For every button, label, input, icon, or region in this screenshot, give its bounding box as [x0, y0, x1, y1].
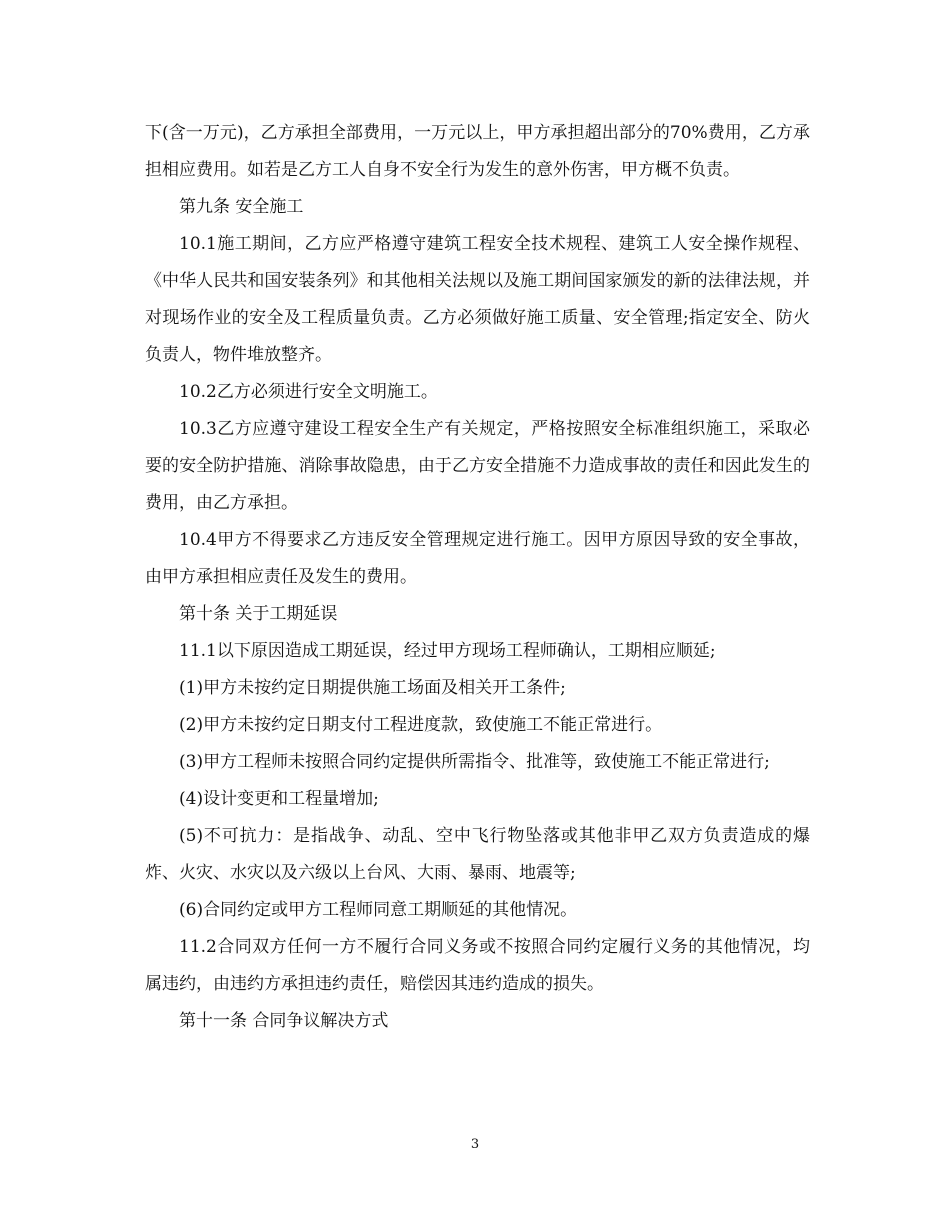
- list-item-1: (1)甲方未按约定日期提供施工场面及相关开工条件;: [179, 678, 566, 698]
- list-item-5: (5)不可抗力：是指战争、动乱、空中飞行物坠落或其他非甲乙双方负责造成的爆炸、火灾、水灾以及六级以上台风、大雨、暴雨、地震等;: [145, 826, 810, 883]
- section-heading-9: 第九条 安全施工: [179, 197, 304, 217]
- list-item-6: (6)合同约定或甲方工程师同意工期顺延的其他情况。: [179, 900, 578, 920]
- clause-10-2: 10.2乙方必须进行安全文明施工。: [179, 382, 438, 402]
- clause-10-4: 10.4甲方不得要求乙方违反安全管理规定进行施工。因甲方原因导致的安全事故，由甲方承担相应责任及发生的费用。: [145, 530, 810, 587]
- list-item-2: (2)甲方未按约定日期支付工程进度款，致使施工不能正常进行。: [179, 715, 663, 735]
- clause-11-1: 11.1以下原因造成工期延误，经过甲方现场工程师确认，工期相应顺延;: [179, 641, 716, 661]
- list-item-3: (3)甲方工程师未按照合同约定提供所需指令、批准等，致使施工不能正常进行;: [179, 752, 770, 772]
- paragraph-1: 下(含一万元)，乙方承担全部费用，一万元以上，甲方承担超出部分的70%费用，乙方承担相应费用。如若是乙方工人自身不安全行为发生的意外伤害，甲方概不负责。: [145, 123, 810, 180]
- clause-10-1: 10.1施工期间，乙方应严格遵守建筑工程安全技术规程、建筑工人安全操作规程、《中华人民共和国安装条列》和其他相关法规以及施工期间国家颁发的新的法律法规，并对现场作业的安全及工程质量负责。乙方必须做好施工质量、安全管理;指定安全、防火负责人，物件堆放整齐。: [145, 234, 810, 365]
- list-item-4: (4)设计变更和工程量增加;: [179, 789, 379, 809]
- clause-11-2: 11.2合同双方任何一方不履行合同义务或不按照合同约定履行义务的其他情况，均属违约，由违约方承担违约责任，赔偿因其违约造成的损失。: [145, 937, 810, 994]
- section-heading-10: 第十条 关于工期延误: [179, 604, 338, 624]
- document-body: [145, 115, 810, 1040]
- page-number: 3: [470, 1137, 480, 1152]
- section-heading-11: 第十一条 合同争议解决方式: [179, 1011, 389, 1031]
- clause-10-3: 10.3乙方应遵守建设工程安全生产有关规定，严格按照安全标准组织施工，采取必要的安全防护措施、消除事故隐患，由于乙方安全措施不力造成事故的责任和因此发生的费用，由乙方承担。: [145, 419, 810, 513]
